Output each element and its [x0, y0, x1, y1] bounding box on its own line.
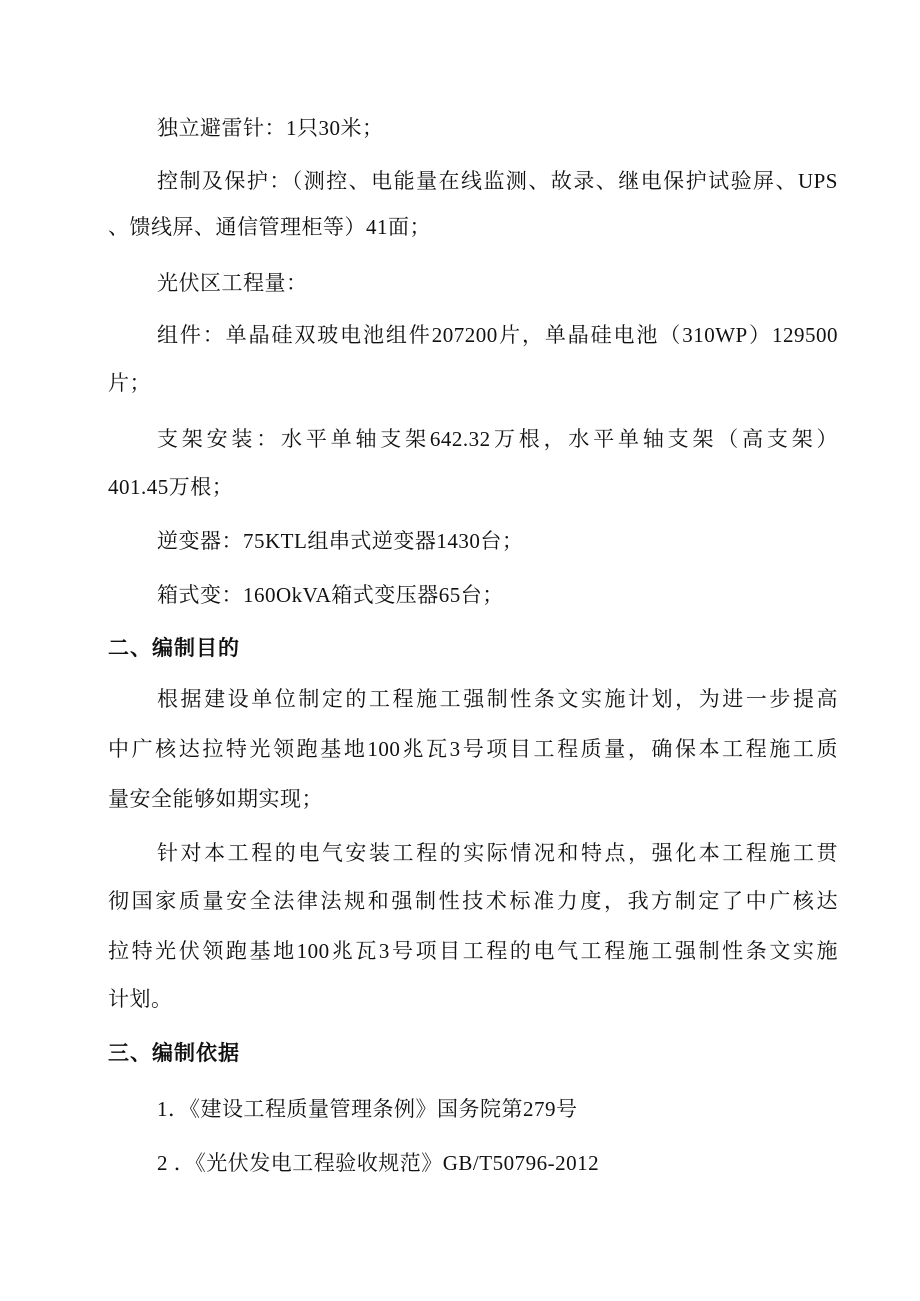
pv-area-label: 光伏区工程量：: [157, 271, 308, 295]
purpose-para2-line-3: 拉特光伏领跑基地100兆瓦3号项目工程的电气工程施工强制性条文实施: [108, 939, 838, 963]
modules-line-1: 组件：单晶硅双玻电池组件207200片，单晶硅电池（310WP）129500: [157, 323, 838, 347]
bracket-line-1: 支架安装：水平单轴支架642.32万根，水平单轴支架（高支架）: [157, 427, 838, 451]
basis-item-1: 1．《建设工程质量管理条例》国务院第279号: [157, 1097, 578, 1121]
purpose-para1-line-1: 根据建设单位制定的工程施工强制性条文实施计划，为进一步提高: [157, 687, 838, 711]
control-protection-line-1: 控制及保护：（测控、电能量在线监测、故录、继电保护试验屏、UPS: [157, 169, 838, 193]
purpose-para1-line-2: 中广核达拉特光领跑基地100兆瓦3号项目工程质量，确保本工程施工质: [108, 737, 838, 761]
purpose-para1-line-3: 量安全能够如期实现；: [108, 787, 323, 811]
purpose-para2-line-4: 计划。: [108, 987, 173, 1011]
box-transformer-line: 箱式变：160OkVA箱式变压器65台；: [157, 583, 504, 607]
section-heading-purpose: 二、编制目的: [108, 636, 240, 660]
purpose-para2-line-2: 彻国家质量安全法律法规和强制性技术标准力度，我方制定了中广核达: [108, 889, 838, 913]
section-heading-basis: 三、编制依据: [108, 1041, 240, 1065]
modules-line-2: 片；: [108, 371, 151, 395]
basis-item-2: 2 ．《光伏发电工程验收规范》GB/T50796-2012: [157, 1151, 600, 1175]
inverter-line: 逆变器：75KTL组串式逆变器1430台；: [157, 529, 524, 553]
purpose-para2-line-1: 针对本工程的电气安装工程的实际情况和特点，强化本工程施工贯: [157, 841, 838, 865]
lightning-rod-line: 独立避雷针：1只30米；: [157, 116, 384, 140]
bracket-line-2: 401.45万根；: [108, 475, 234, 499]
control-protection-line-2: 、馈线屏、通信管理柜等）41面；: [108, 215, 431, 239]
